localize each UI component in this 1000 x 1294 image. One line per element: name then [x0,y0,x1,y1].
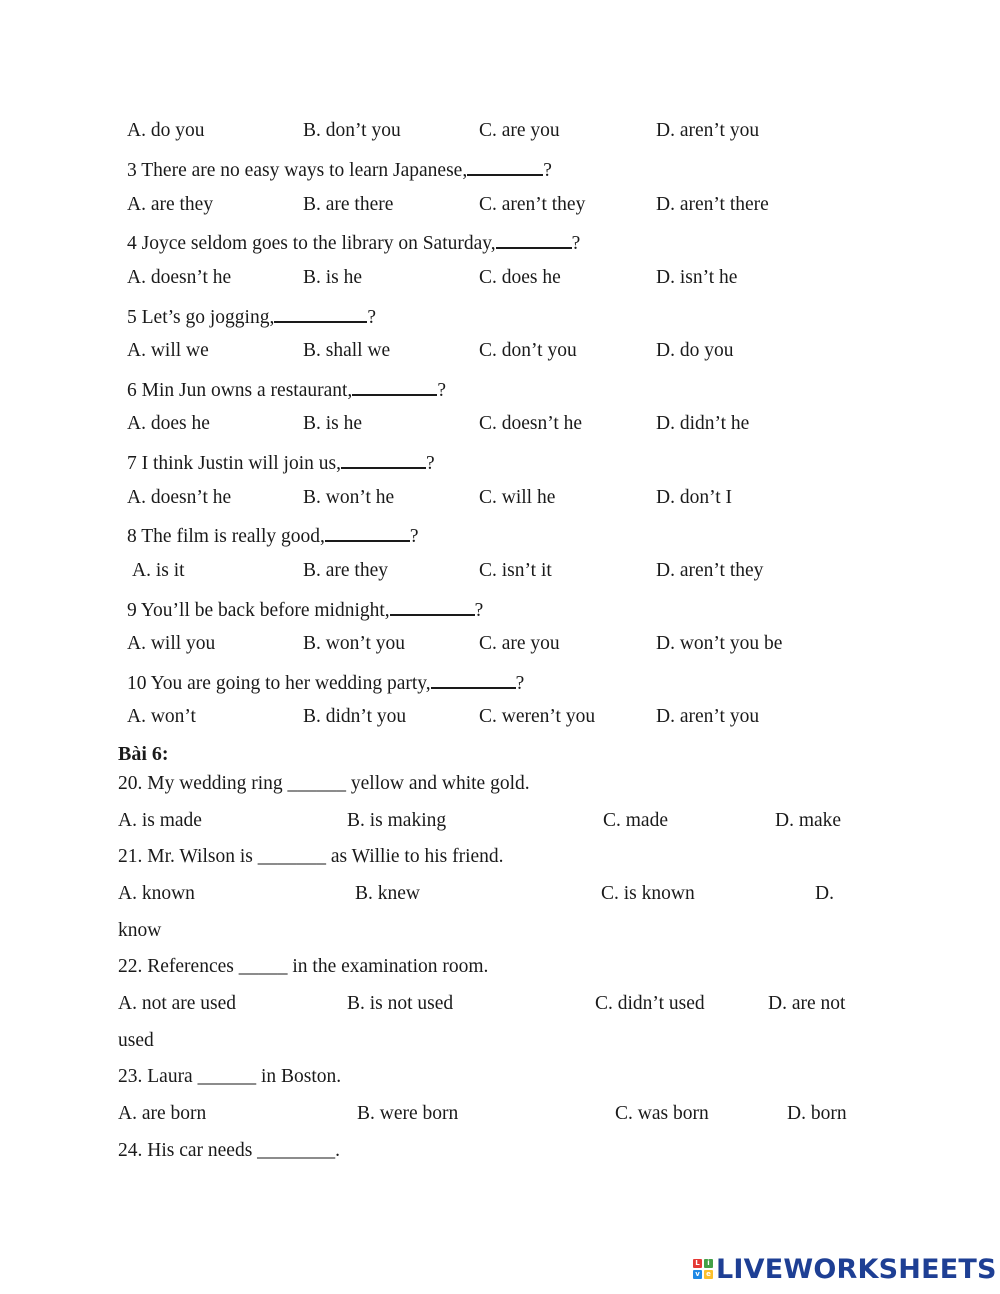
option-b[interactable]: B. were born [357,1103,459,1124]
option-a[interactable]: A. known [118,883,195,904]
question-prompt: 3 There are no easy ways to learn Japanese, [127,160,468,181]
option-d[interactable]: D. are not [768,993,846,1014]
question-3 [127,156,552,183]
option-a[interactable]: A. are they [127,194,214,215]
option-b[interactable]: B. is he [303,413,363,434]
option-d[interactable]: D. didn’t he [656,413,750,434]
option-c[interactable]: C. doesn’t he [479,413,583,434]
answer-blank[interactable] [467,156,543,176]
question-23: 23. Laura ______ in Boston. [118,1066,342,1087]
logo-letter: i [704,1259,713,1268]
question-20: 20. My wedding ring ______ yellow and white gold. [118,773,530,794]
question-mark: ? [437,380,446,401]
option-b[interactable]: B. are they [303,560,389,581]
question-mark: ? [367,307,376,328]
option-d[interactable]: D. do you [656,340,734,361]
logo-letter: e [704,1270,713,1279]
option-d-wrap: used [118,1030,154,1051]
option-c[interactable]: C. don’t you [479,340,577,361]
question-prompt: 9 You’ll be back before midnight, [127,600,390,621]
option-c[interactable]: C. are you [479,633,560,654]
question-21: 21. Mr. Wilson is _______ as Willie to his friend. [118,846,504,867]
question-mark: ? [515,673,525,694]
question-prompt: 5 Let’s go jogging, [127,307,275,328]
option-b[interactable]: B. don’t you [303,120,401,141]
question-mark: ? [571,233,581,254]
option-d[interactable]: D. won’t you be [656,633,783,654]
option-c[interactable]: C. does he [479,267,561,288]
logo-letter: v [693,1270,702,1279]
option-b[interactable]: B. is making [347,810,447,831]
answer-blank[interactable] [325,522,410,542]
option-c[interactable]: C. made [603,810,668,831]
option-d[interactable]: D. aren’t you [656,706,760,727]
option-a[interactable]: A. is it [132,560,185,581]
question-prompt: 10 You are going to her wedding party, [127,673,431,694]
question-10 [127,669,524,696]
option-d-wrap: know [118,920,162,941]
option-a[interactable]: A. will we [127,340,209,361]
question-4 [127,229,580,256]
logo-letter: L [693,1259,702,1268]
option-b[interactable]: B. is not used [347,993,454,1014]
option-d[interactable]: D. born [787,1103,847,1124]
option-c[interactable]: C. didn’t used [595,993,705,1014]
option-c[interactable]: C. are you [479,120,560,141]
option-b[interactable]: B. didn’t you [303,706,407,727]
option-d[interactable]: D. [815,883,834,904]
option-b[interactable]: B. won’t you [303,633,406,654]
question-mark: ? [425,453,435,474]
option-c[interactable]: C. isn’t it [479,560,552,581]
question-prompt: 6 Min Jun owns a restaurant, [127,380,353,401]
option-b[interactable]: B. are there [303,194,394,215]
option-a[interactable]: A. will you [127,633,216,654]
question-prompt: 4 Joyce seldom goes to the library on Saturday, [127,233,496,254]
option-d[interactable]: D. don’t I [656,487,733,508]
option-d[interactable]: D. make [775,810,842,831]
answer-blank[interactable] [496,229,572,249]
option-a[interactable]: A. doesn’t he [127,267,232,288]
option-b[interactable]: B. won’t he [303,487,395,508]
option-c[interactable]: C. aren’t they [479,194,586,215]
answer-blank[interactable] [352,376,437,396]
question-mark: ? [474,600,484,621]
answer-blank[interactable] [390,596,475,616]
option-d[interactable]: D. aren’t there [656,194,769,215]
question-7 [127,449,435,476]
question-9 [127,596,483,623]
option-b[interactable]: B. knew [355,883,420,904]
option-c[interactable]: C. is known [601,883,695,904]
option-c[interactable]: C. weren’t you [479,706,596,727]
option-c[interactable]: C. was born [615,1103,709,1124]
question-5 [127,303,376,330]
option-a[interactable]: A. won’t [127,706,196,727]
question-prompt: 7 I think Justin will join us, [127,453,341,474]
option-b[interactable]: B. shall we [303,340,391,361]
question-mark: ? [409,526,419,547]
option-a[interactable]: A. do you [127,120,205,141]
question-6 [127,376,446,403]
question-mark: ? [543,160,552,181]
option-b[interactable]: B. is he [303,267,363,288]
answer-blank[interactable] [341,449,426,469]
liveworksheets-logo[interactable] [693,1252,997,1286]
answer-blank[interactable] [431,669,516,689]
option-a[interactable]: A. does he [127,413,210,434]
answer-blank[interactable] [274,303,367,323]
option-a[interactable]: A. is made [118,810,202,831]
option-d[interactable]: D. aren’t you [656,120,760,141]
option-c[interactable]: C. will he [479,487,556,508]
option-a[interactable]: A. are born [118,1103,207,1124]
option-a[interactable]: A. doesn’t he [127,487,232,508]
option-d[interactable]: D. isn’t he [656,267,738,288]
brand-name: LIVEWORKSHEETS [716,1253,997,1285]
question-22: 22. References _____ in the examination room. [118,956,489,977]
logo-mark-icon [693,1259,713,1279]
section-heading: Bài 6: [118,743,169,765]
question-8 [127,522,419,549]
option-a[interactable]: A. not are used [118,993,237,1014]
question-prompt: 8 The film is really good, [127,526,325,547]
question-24: 24. His car needs ________. [118,1140,341,1161]
option-d[interactable]: D. aren’t they [656,560,764,581]
